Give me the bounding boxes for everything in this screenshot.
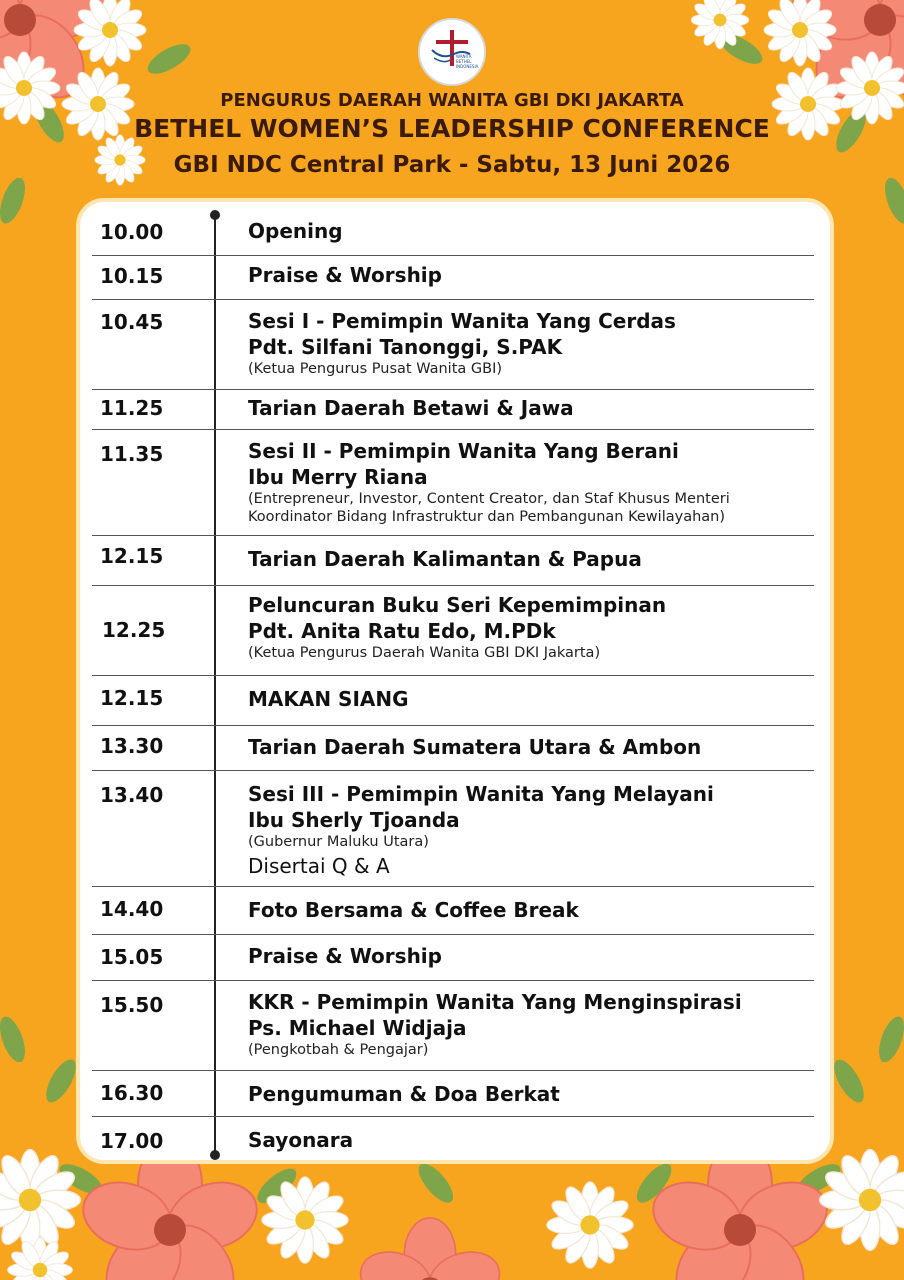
schedule-title: Opening (248, 219, 343, 243)
schedule-row (92, 935, 814, 981)
schedule-row (92, 430, 814, 536)
schedule-time: 16.30 (100, 1081, 164, 1105)
schedule-title: Pengumuman & Doa Berkat (248, 1082, 560, 1106)
schedule-row (92, 1071, 814, 1117)
schedule-title: Tarian Daerah Kalimantan & Papua (248, 547, 642, 571)
schedule-time: 13.30 (100, 734, 164, 758)
speaker-note: Koordinator Bidang Infrastruktur dan Pembangunan Kewilayahan) (248, 509, 725, 525)
schedule-title: Tarian Daerah Sumatera Utara & Ambon (248, 735, 702, 759)
schedule-title: Sesi III - Pemimpin Wanita Yang Melayani (248, 782, 714, 806)
schedule-time: 10.15 (100, 264, 164, 288)
speaker-note: (Entrepreneur, Investor, Content Creator, dan Staf Khusus Menteri (248, 491, 730, 507)
schedule-title: Peluncuran Buku Seri Kepemimpinan (248, 593, 667, 617)
organization-logo (418, 18, 486, 86)
schedule-time: 10.45 (100, 310, 164, 334)
schedule-time: 17.00 (100, 1129, 164, 1153)
speaker-note: (Gubernur Maluku Utara) (248, 834, 429, 850)
schedule-speaker: Pdt. Silfani Tanonggi, S.PAK (248, 335, 563, 359)
svg-text:BETHEL: BETHEL (456, 59, 472, 64)
session-extra: Disertai Q & A (248, 854, 390, 878)
schedule-row (92, 1117, 814, 1161)
schedule-row (92, 536, 814, 586)
schedule-row (92, 586, 814, 676)
schedule-speaker: Ibu Sherly Tjoanda (248, 808, 460, 832)
schedule-speaker: Pdt. Anita Ratu Edo, M.PDk (248, 619, 556, 643)
schedule-title: Sesi I - Pemimpin Wanita Yang Cerdas (248, 309, 676, 333)
schedule-speaker: Ibu Merry Riana (248, 465, 428, 489)
schedule-title: Foto Bersama & Coffee Break (248, 898, 579, 922)
schedule-title: MAKAN SIANG (248, 687, 409, 711)
schedule-speaker: Ps. Michael Widjaja (248, 1016, 467, 1040)
speaker-note: (Pengkotbah & Pengajar) (248, 1042, 429, 1058)
schedule-row (92, 981, 814, 1071)
schedule-row (92, 887, 814, 935)
schedule-time: 15.05 (100, 945, 164, 969)
schedule-title: KKR - Pemimpin Wanita Yang Menginspirasi (248, 990, 742, 1014)
schedule-title: Sesi II - Pemimpin Wanita Yang Berani (248, 439, 679, 463)
schedule-row (92, 212, 814, 256)
schedule-time: 11.35 (100, 442, 164, 466)
schedule-title: Tarian Daerah Betawi & Jawa (248, 396, 574, 420)
svg-text:INDONESIA: INDONESIA (456, 64, 479, 69)
schedule-row (92, 300, 814, 390)
schedule-title: Praise & Worship (248, 263, 442, 287)
schedule-time: 12.15 (100, 686, 164, 710)
schedule-time: 15.50 (100, 993, 164, 1017)
event-title: BETHEL WOMEN’S LEADERSHIP CONFERENCE (134, 114, 770, 143)
schedule-row (92, 726, 814, 771)
schedule-title: Praise & Worship (248, 944, 442, 968)
schedule-row (92, 771, 814, 887)
speaker-note: (Ketua Pengurus Pusat Wanita GBI) (248, 361, 503, 377)
speaker-note: (Ketua Pengurus Daerah Wanita GBI DKI Jakarta) (248, 645, 601, 661)
schedule-time: 14.40 (100, 897, 164, 921)
schedule-time: 12.15 (100, 544, 164, 568)
schedule-row (92, 676, 814, 726)
schedule-time: 13.40 (100, 783, 164, 807)
schedule-time: 10.00 (100, 220, 164, 244)
schedule-row (92, 256, 814, 300)
event-venue-date: GBI NDC Central Park - Sabtu, 13 Juni 2026 (173, 152, 731, 178)
schedule-title: Sayonara (248, 1128, 354, 1152)
schedule-time: 11.25 (100, 396, 164, 420)
schedule-card (76, 198, 834, 1164)
svg-text:WANITA: WANITA (456, 54, 472, 59)
cross-logo-icon (420, 20, 484, 84)
schedule-time: 12.25 (102, 618, 166, 642)
schedule-row (92, 390, 814, 430)
organizer-heading: PENGURUS DAERAH WANITA GBI DKI JAKARTA (220, 90, 684, 111)
